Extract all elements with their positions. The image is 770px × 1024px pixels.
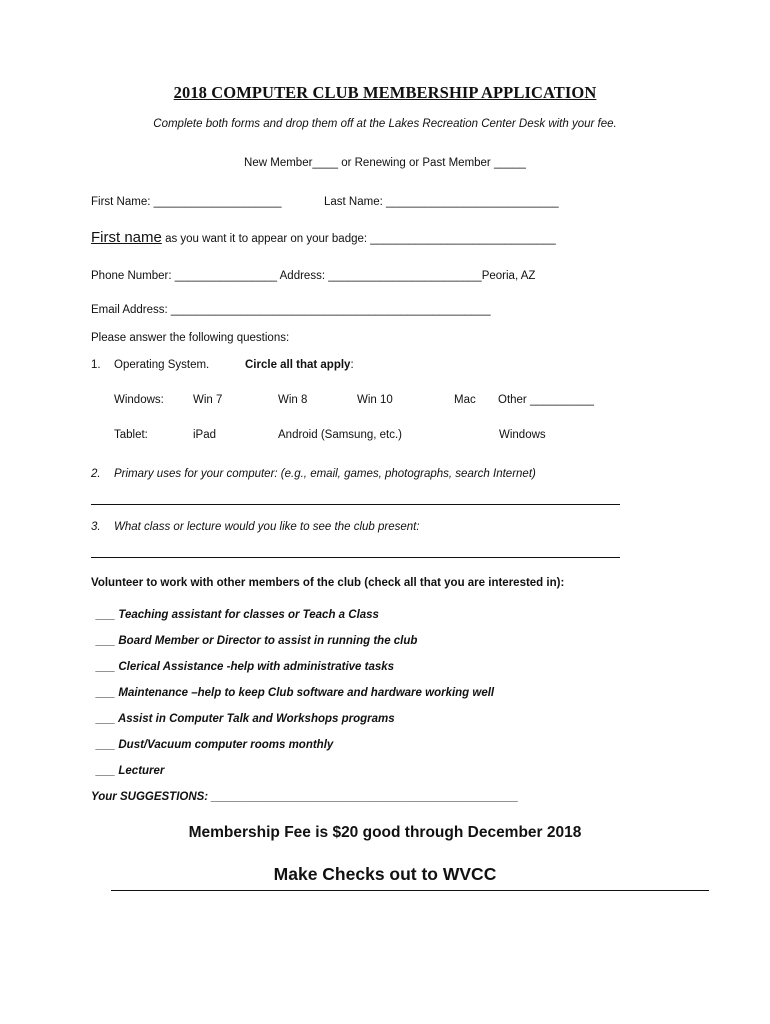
option-android[interactable]: Android (Samsung, etc.)	[278, 429, 403, 441]
q3-text: What class or lecture would you like to see the club present:	[114, 521, 420, 533]
volunteer-item-board[interactable]: ___ Board Member or Director to assist in running the club	[96, 635, 418, 647]
option-win8[interactable]: Win 8	[278, 394, 308, 406]
volunteer-item-maintenance[interactable]: ___ Maintenance –help to keep Club software and hardware working well	[96, 687, 495, 699]
q1-number: 1.	[91, 359, 101, 371]
volunteer-item-clerical[interactable]: ___ Clerical Assistance -help with administrative tasks	[96, 661, 395, 673]
q2-answer-line[interactable]	[91, 504, 620, 505]
q1-colon: :	[350, 359, 354, 371]
volunteer-item-teaching[interactable]: ___ Teaching assistant for classes or Teach a Class	[96, 609, 379, 621]
q2-text: Primary uses for your computer: (e.g., email, games, photographs, search Internet)	[114, 468, 536, 480]
option-ipad[interactable]: iPad	[193, 429, 217, 441]
checks-payable: Make Checks out to WVCC	[273, 864, 497, 884]
option-other[interactable]: Other __________	[498, 394, 594, 406]
membership-fee: Membership Fee is $20 good through December 2018	[188, 824, 582, 841]
volunteer-heading: Volunteer to work with other members of the club (check all that you are interested in):	[91, 577, 565, 589]
footer-divider	[111, 890, 709, 891]
q1-circle-text: Circle all that apply	[245, 359, 351, 371]
suggestions-field[interactable]: Your SUGGESTIONS: ________________________________________________	[91, 791, 519, 803]
volunteer-item-workshops[interactable]: ___ Assist in Computer Talk and Workshops programs	[96, 713, 395, 725]
volunteer-item-dust[interactable]: ___ Dust/Vacuum computer rooms monthly	[96, 739, 334, 751]
q3-number: 3.	[91, 521, 101, 533]
q1-label: Operating System.	[114, 359, 210, 371]
option-windows-tablet[interactable]: Windows	[499, 429, 546, 441]
phone-address-field[interactable]: Phone Number: ________________ Address: ________________________Peoria, AZ	[91, 270, 536, 282]
windows-row-label: Windows:	[114, 394, 164, 406]
option-win7[interactable]: Win 7	[193, 394, 223, 406]
instructions-subtitle: Complete both forms and drop them off at the Lakes Recreation Center Desk with your fee.	[153, 118, 617, 130]
option-mac[interactable]: Mac	[454, 394, 476, 406]
badge-first-name-label: First name	[91, 229, 162, 246]
member-status-field[interactable]: New Member____ or Renewing or Past Member _____	[244, 157, 526, 169]
email-field[interactable]: Email Address: __________________________________________________	[91, 304, 491, 316]
badge-name-instructions: as you want it to appear on your badge: _____________________________	[165, 233, 556, 245]
q1-circle-instruction	[245, 359, 354, 371]
first-name-field[interactable]: First Name: ____________________	[91, 196, 282, 208]
questions-intro: Please answer the following questions:	[91, 332, 290, 344]
tablet-row-label: Tablet:	[114, 429, 148, 441]
volunteer-item-lecturer[interactable]: ___ Lecturer	[96, 765, 165, 777]
option-win10[interactable]: Win 10	[357, 394, 393, 406]
badge-name-field[interactable]	[91, 229, 556, 246]
page-title: 2018 COMPUTER CLUB MEMBERSHIP APPLICATION	[173, 83, 597, 102]
q2-number: 2.	[91, 468, 101, 480]
last-name-field[interactable]: Last Name: ___________________________	[324, 196, 559, 208]
q3-answer-line[interactable]	[91, 557, 620, 558]
